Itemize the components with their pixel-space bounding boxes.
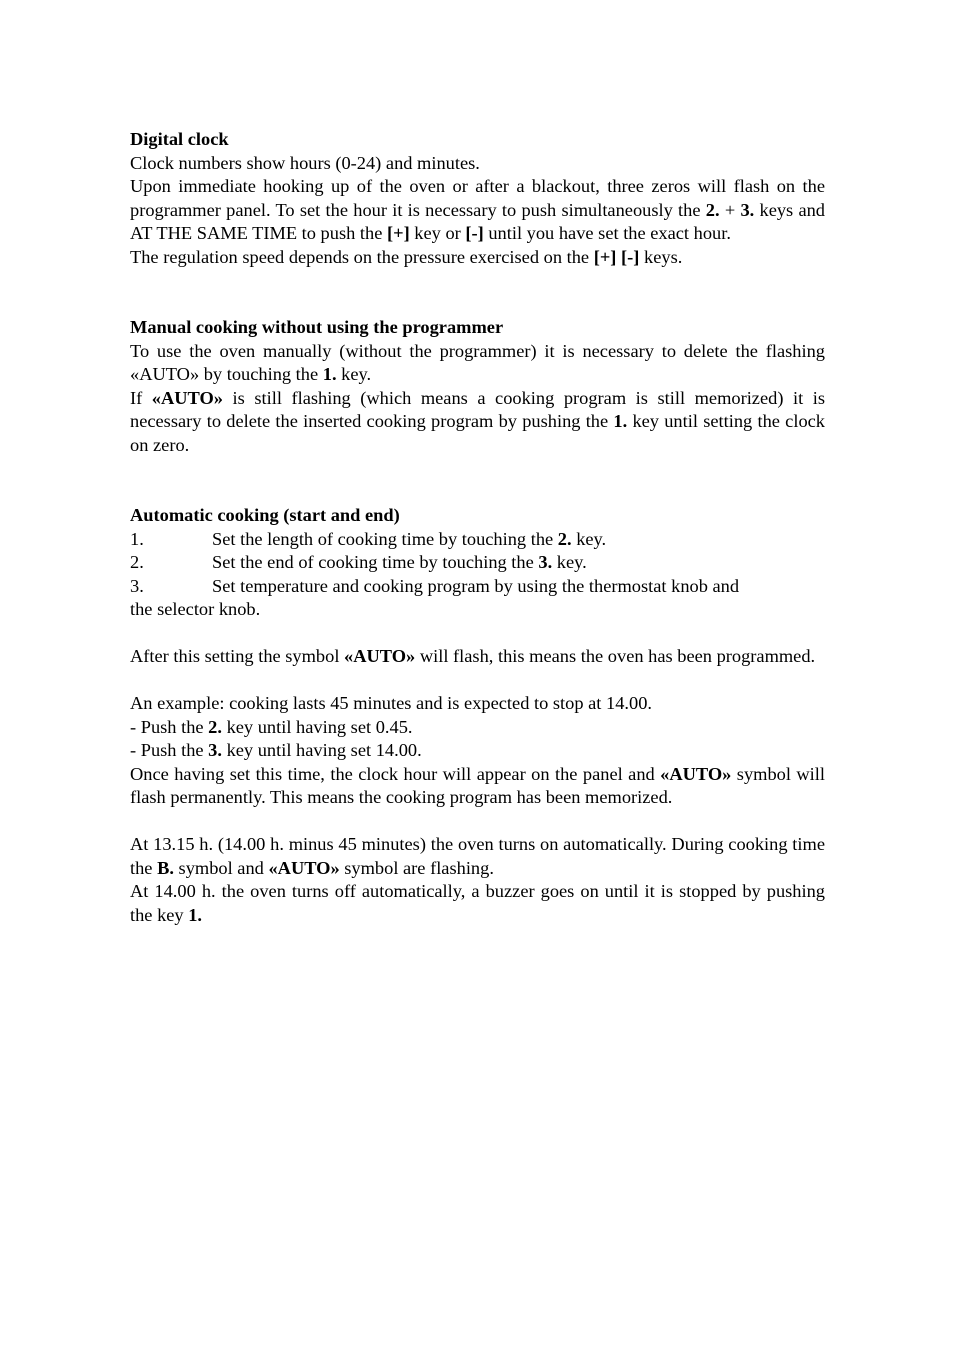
heading-automatic-cooking: Automatic cooking (start and end): [130, 505, 400, 525]
paragraph-at-1315: At 13.15 h. (14.00 h. minus 45 minutes) the oven turns on automatically. During cooking time the B. symbol and «AUTO» symbol are flashing.: [130, 834, 825, 878]
paragraph-once-set: Once having set this time, the clock hour will appear on the panel and «AUTO» symbol will flash permanently. This means the cooking program has been memorized.: [130, 763, 826, 807]
list-item: 1. Set the length of cooking time by touching the 2. key.: [130, 528, 607, 549]
paragraph-example: An example: cooking lasts 45 minutes and is expected to stop at 14.00.: [130, 693, 652, 713]
paragraph-manual-use: To use the oven manually (without the programmer) it is necessary to delete the flashing «AUTO» by touching the 1. key.: [130, 340, 825, 384]
list-item-continuation: the selector knob.: [130, 599, 261, 619]
paragraph-set-hour: Upon immediate hooking up of the oven or after a blackout, three zeros will flash on the programmer panel. To set the hour it is necessary to push simultaneously the 2. + 3. keys and AT THE SAME TIME to push the [+] key or [-] until you have set the exact hour.: [130, 176, 826, 243]
paragraph-clock-numbers: Clock numbers show hours (0-24) and minutes.: [130, 152, 480, 173]
heading-manual-cooking: Manual cooking without using the programmer: [130, 317, 504, 337]
list-item: 2. Set the end of cooking time by touching the 3. key.: [130, 552, 587, 572]
paragraph-at-1400: At 14.00 h. the oven turns off automatically, a buzzer goes on until it is stopped by pushing the key 1.: [130, 881, 825, 925]
list-item: 3. Set temperature and cooking program by using the thermostat knob and: [130, 575, 740, 596]
paragraph-push-2: - Push the 2. key until having set 0.45.: [130, 716, 413, 737]
paragraph-regulation-speed: The regulation speed depends on the pressure exercised on the [+] [-] keys.: [130, 246, 683, 267]
paragraph-after-setting: After this setting the symbol «AUTO» will flash, this means the oven has been programmed.: [130, 646, 816, 666]
paragraph-push-3: - Push the 3. key until having set 14.00.: [130, 740, 422, 760]
paragraph-auto-flashing: If «AUTO» is still flashing (which means a cooking program is still memorized) it is necessary to delete the inserted cooking program by pushing the 1. key until setting the clock on zero.: [130, 387, 825, 455]
document-page: [130, 128, 825, 927]
heading-digital-clock: Digital clock: [130, 129, 229, 149]
